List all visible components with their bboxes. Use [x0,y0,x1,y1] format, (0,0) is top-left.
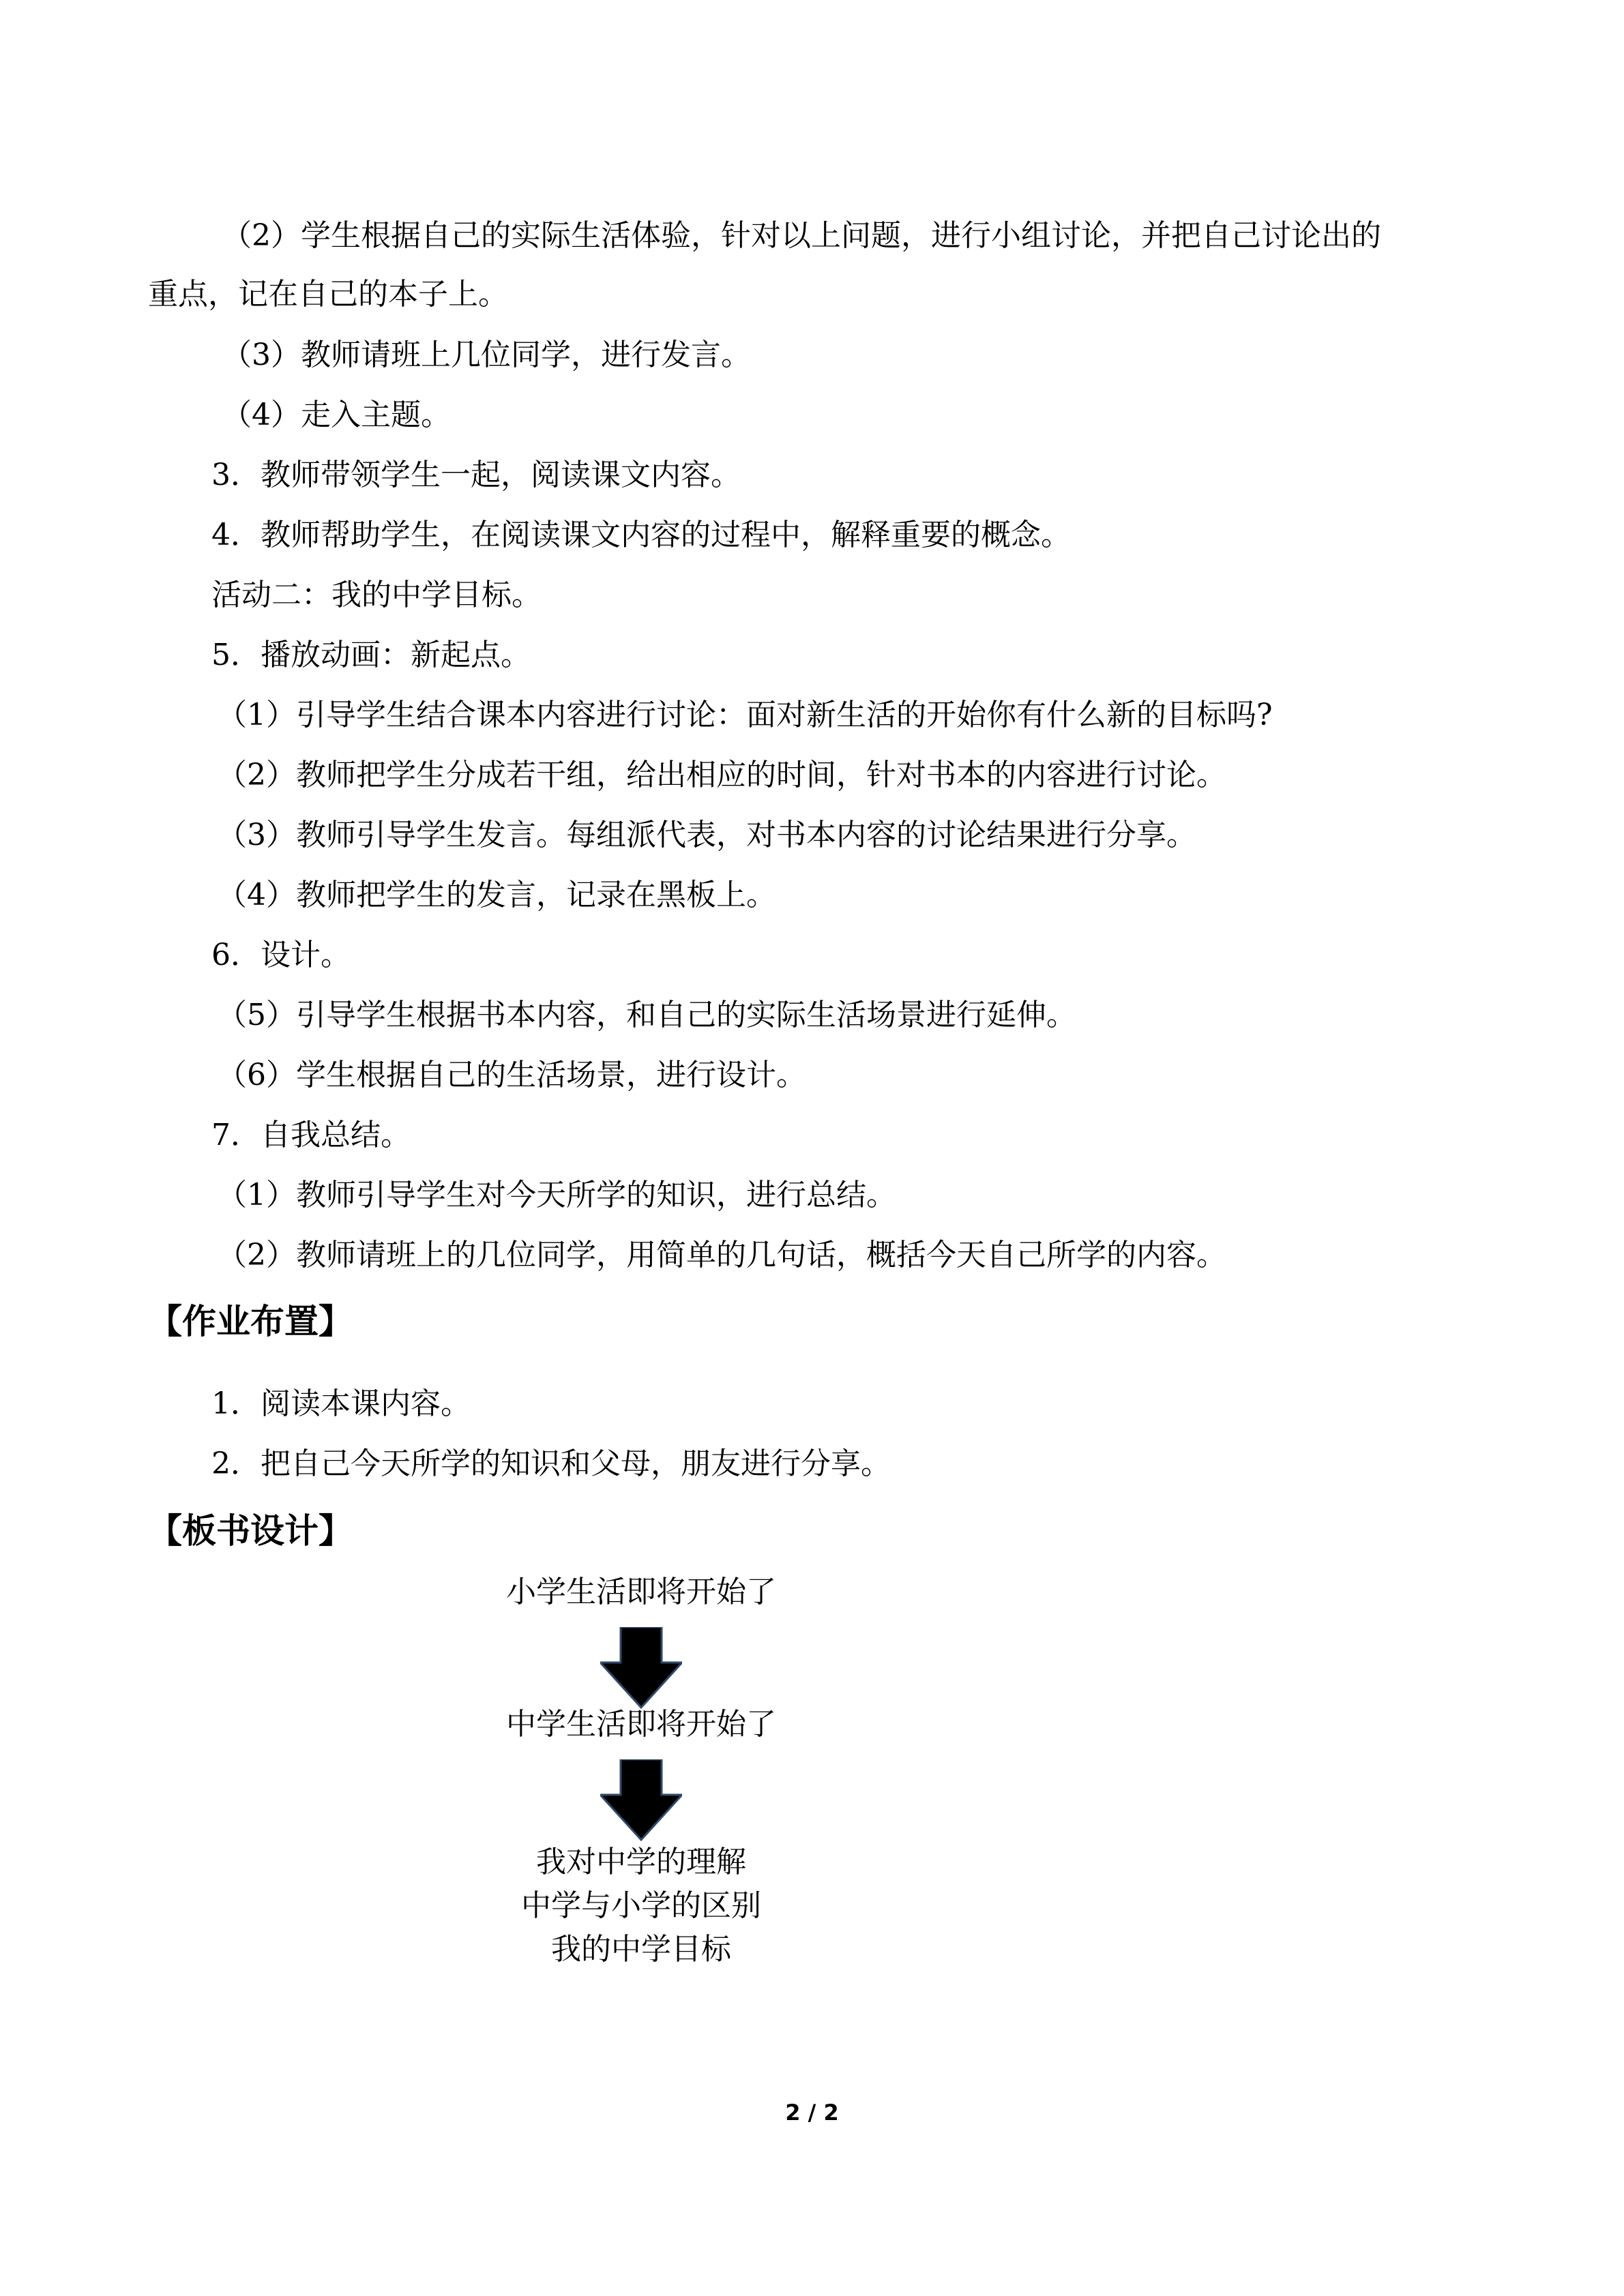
paragraph-line: （1）引导学生结合课本内容进行讨论：面对新生活的开始你有什么新的目标吗? [217,698,1273,732]
homework-item: 2．把自己今天所学的知识和父母，朋友进行分享。 [211,1446,891,1481]
paragraph-line: 6．设计。 [211,938,351,972]
board-design-diagram [477,1562,805,1998]
arrow-down-icon [600,1759,682,1841]
paragraph-line: （4）走入主题。 [222,398,451,432]
paragraph-line: （2）教师请班上的几位同学，用简单的几句话，概括今天自己所学的内容。 [217,1238,1226,1272]
homework-item: 1．阅读本课内容。 [211,1386,471,1421]
activity-title: 活动二：我的中学目标。 [211,578,542,612]
diagram-node-understanding: 我对中学的理解 [536,1845,746,1879]
paragraph-line: 5．播放动画：新起点。 [211,638,531,672]
paragraph-line: 3．教师带领学生一起，阅读课文内容。 [211,458,741,492]
paragraph-line: （4）教师把学生的发言，记录在黑板上。 [217,878,776,912]
paragraph-line: （1）教师引导学生对今天所学的知识，进行总结。 [217,1178,896,1212]
board-design-heading: 【板书设计】 [148,1511,353,1551]
diagram-node-difference: 中学与小学的区别 [521,1888,761,1923]
diagram-node-goal: 我的中学目标 [551,1932,731,1967]
paragraph-line: （2）教师把学生分成若干组，给出相应的时间，针对书本的内容进行讨论。 [217,758,1226,792]
paragraph-line: （3）教师请班上几位同学，进行发言。 [222,338,751,372]
paragraph-line: （2）学生根据自己的实际生活体验，针对以上问题，进行小组讨论，并把自己讨论出的 [222,218,1381,253]
paragraph-line: （3）教师引导学生发言。每组派代表，对书本内容的讨论结果进行分享。 [217,818,1196,852]
paragraph-line: 4．教师帮助学生，在阅读课文内容的过程中，解释重要的概念。 [211,518,1071,552]
paragraph-line: 重点，记在自己的本子上。 [148,277,508,312]
homework-heading: 【作业布置】 [148,1302,353,1341]
arrow-down-icon [600,1627,682,1709]
paragraph-line: 7．自我总结。 [211,1118,411,1152]
diagram-node-primary-school: 小学生活即将开始了 [506,1575,776,1609]
page-number: 2 / 2 [785,2100,839,2126]
paragraph-line: （5）引导学生根据书本内容，和自己的实际生活场景进行延伸。 [217,998,1076,1032]
paragraph-line: （6）学生根据自己的生活场景，进行设计。 [217,1058,806,1092]
diagram-node-middle-school: 中学生活即将开始了 [506,1707,776,1742]
